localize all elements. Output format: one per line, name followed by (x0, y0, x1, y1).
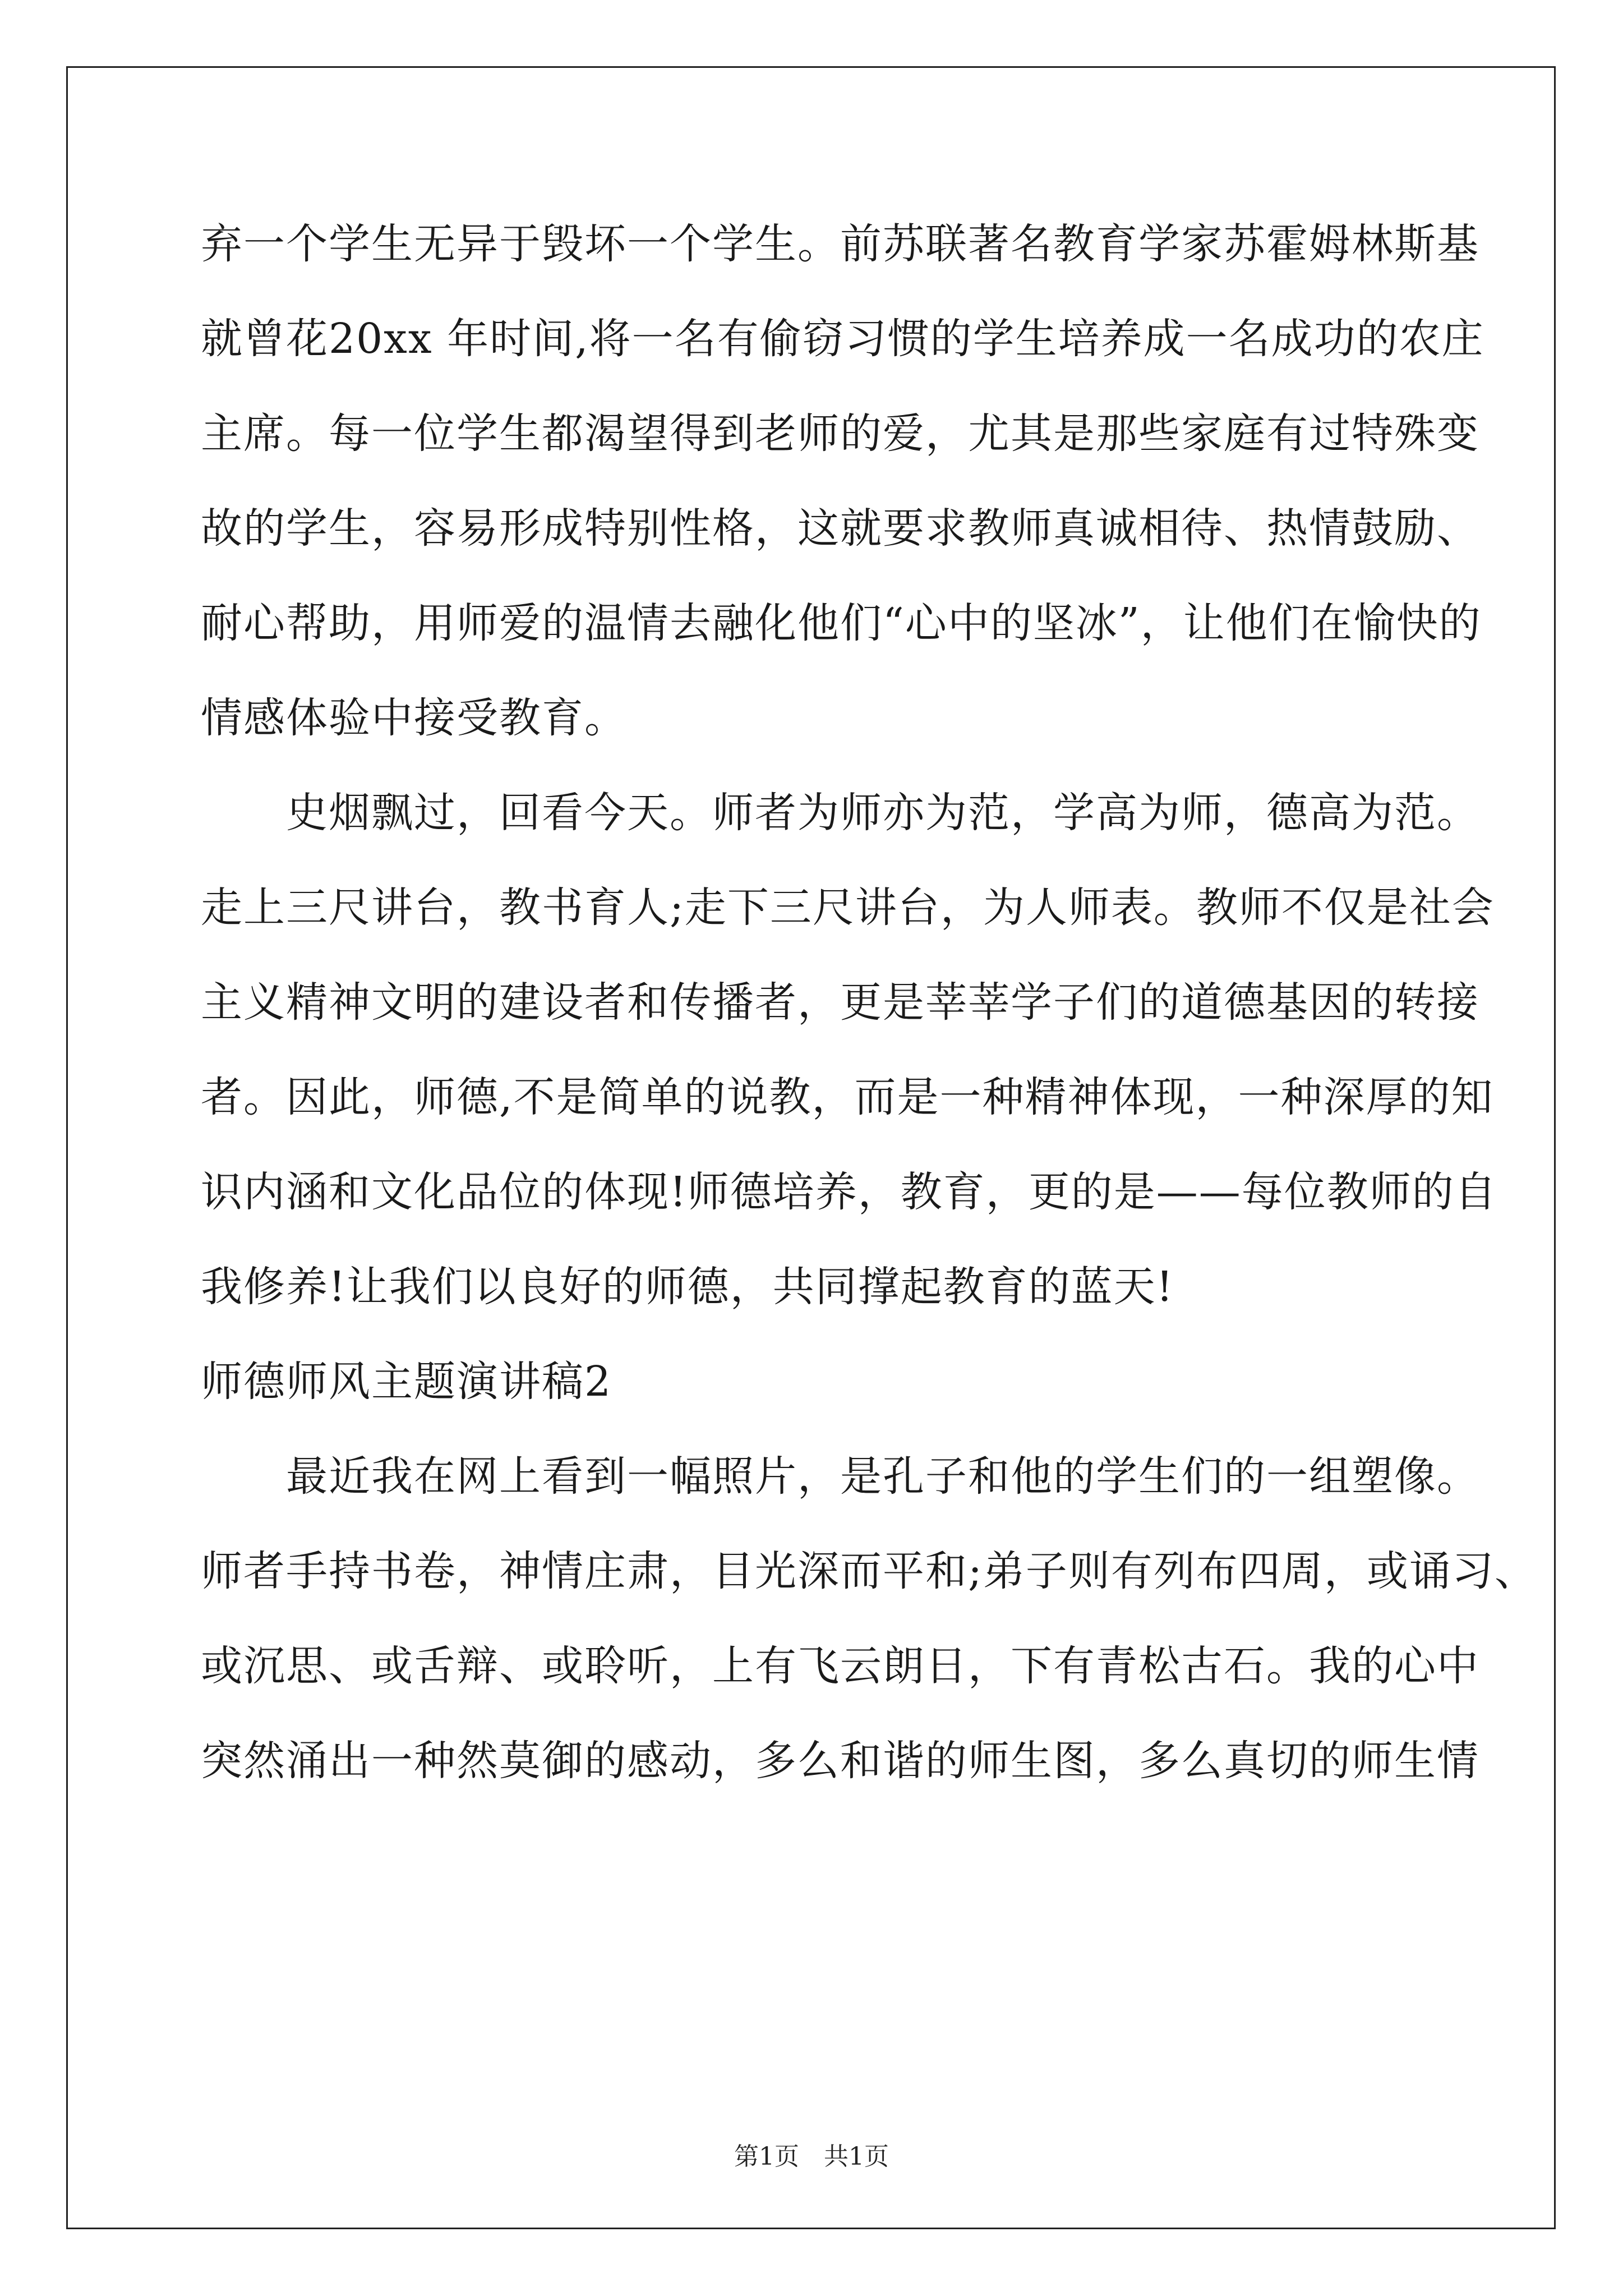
text-line: 或沉思、或舌辩、或聆听，上有飞云朗日，下有青松古石。我的心中 (201, 1642, 1479, 1690)
page-border (66, 66, 1556, 2229)
paragraph-start-line: 史烟飘过，回看今天。师者为师亦为范，学高为师，德高为范。 (201, 789, 1479, 837)
text-line: 走上三尺讲台，教书育人;走下三尺讲台，为人师表。教师不仅是社会 (201, 884, 1495, 932)
text-line: 弃一个学生无异于毁坏一个学生。前苏联著名教育学家苏霍姆林斯基 (201, 220, 1479, 268)
text-line: 耐心帮助，用师爱的温情去融化他们“心中的坚冰”，让他们在愉快的 (201, 599, 1482, 647)
section-heading: 师德师风主题演讲稿2 (201, 1358, 612, 1406)
page-footer: 第1页 共1页 (734, 2142, 889, 2171)
text-line: 识内涵和文化品位的体现!师德培养，教育，更的是——每位教师的自 (201, 1168, 1497, 1216)
text-line: 故的学生，容易形成特别性格，这就要求教师真诚相待、热情鼓励、 (201, 504, 1479, 553)
text-line: 就曾花20xx 年时间,将一名有偷窃习惯的学生培养成一名成功的农庄 (201, 315, 1484, 363)
text-line: 者。因此，师德,不是简单的说教，而是一种精神体现，一种深厚的知 (201, 1073, 1494, 1121)
text-line: 主席。每一位学生都渴望得到老师的爱，尤其是那些家庭有过特殊变 (201, 409, 1479, 458)
text-line: 情感体验中接受教育。 (201, 694, 627, 742)
text-line: 我修养!让我们以良好的师德，共同撑起教育的蓝天! (201, 1263, 1174, 1311)
text-line: 突然涌出一种然莫御的感动，多么和谐的师生图，多么真切的师生情 (201, 1737, 1479, 1785)
text-line: 主义精神文明的建设者和传播者，更是莘莘学子们的道德基因的转接 (201, 978, 1479, 1027)
text-line: 师者手持书卷，神情庄肃，目光深而平和;弟子则有列布四周，或诵习、 (201, 1547, 1537, 1595)
paragraph-start-line: 最近我在网上看到一幅照片，是孔子和他的学生们的一组塑像。 (201, 1452, 1479, 1501)
